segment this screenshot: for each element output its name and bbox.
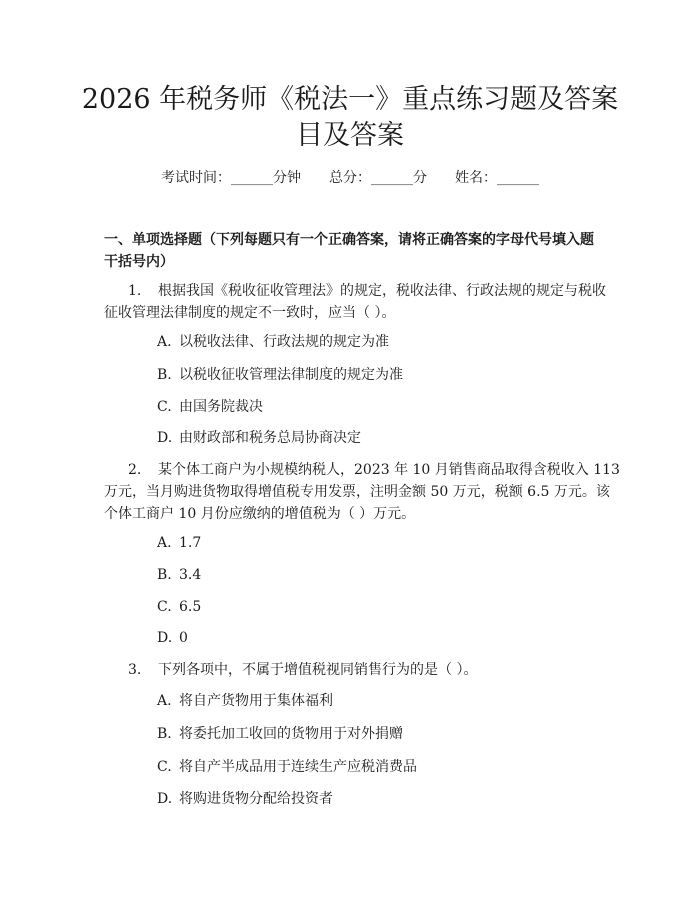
option-letter: C. <box>157 759 172 775</box>
name-field: 姓名：______ <box>455 170 539 186</box>
question-2-number: 2. <box>128 462 142 478</box>
question-3-option-a <box>157 690 333 712</box>
question-2-text-3: 个体工商户 10 月份应缴纳的增值税为（ ）万元。 <box>104 506 416 522</box>
question-2-option-a <box>157 532 201 554</box>
question-2-line-1 <box>128 459 620 481</box>
option-letter: D. <box>157 430 173 446</box>
question-3-number: 3. <box>128 662 142 678</box>
question-3-line-1 <box>128 659 477 681</box>
document-title-line-1: 2026 年税务师《税法一》重点练习题及答案 <box>81 84 619 115</box>
question-1-option-a <box>157 331 389 353</box>
total-score-field: 总分：______分 <box>329 170 427 186</box>
question-1-option-c <box>157 396 263 418</box>
option-text: 由财政部和税务总局协商决定 <box>179 430 361 446</box>
question-1-option-b <box>157 364 403 386</box>
option-letter: B. <box>157 367 172 383</box>
option-text: 6.5 <box>179 599 202 615</box>
option-letter: C. <box>157 599 172 615</box>
question-3-option-b <box>157 723 403 745</box>
section-heading-line-2: 干括号内） <box>104 254 174 270</box>
option-letter: A. <box>157 693 172 709</box>
question-2-text-1: 某个体工商户为小规模纳税人，2023 年 10 月销售商品取得含税收入 113 <box>158 462 620 478</box>
option-letter: B. <box>157 726 172 742</box>
question-1-line-1 <box>128 280 606 302</box>
option-text: 1.7 <box>179 535 202 551</box>
option-letter: A. <box>157 334 172 350</box>
option-letter: D. <box>157 630 173 646</box>
question-2-option-d <box>157 627 188 649</box>
option-letter: C. <box>157 399 172 415</box>
option-text: 0 <box>179 630 188 646</box>
option-text: 以税收法律、行政法规的规定为准 <box>179 334 389 350</box>
question-1-text-1: 根据我国《税收征收管理法》的规定，税收法律、行政法规的规定与税收 <box>158 283 606 299</box>
option-text: 将购进货物分配给投资者 <box>179 791 333 807</box>
option-text: 由国务院裁决 <box>179 399 263 415</box>
option-letter: D. <box>157 791 173 807</box>
question-2-text-2: 万元，当月购进货物取得增值税专用发票，注明金额 50 万元，税额 6.5 万元。该 <box>104 484 610 500</box>
exam-time-field: 考试时间：______分钟 <box>161 170 301 186</box>
question-1-option-d <box>157 427 361 449</box>
option-text: 以税收征收管理法律制度的规定为准 <box>179 367 403 383</box>
question-3-option-d <box>157 788 333 810</box>
question-1-number: 1. <box>128 283 142 299</box>
question-1-text-2: 征收管理法律制度的规定不一致时，应当（ ）。 <box>104 305 396 321</box>
option-text: 3.4 <box>179 567 202 583</box>
option-text: 将自产半成品用于连续生产应税消费品 <box>179 759 417 775</box>
document-title-line-2: 目及答案 <box>296 120 404 151</box>
question-3-option-c <box>157 756 417 778</box>
option-letter: A. <box>157 535 172 551</box>
option-letter: B. <box>157 567 172 583</box>
question-2-option-b <box>157 564 201 586</box>
exam-info-row <box>0 168 700 188</box>
question-3-text-1: 下列各项中，不属于增值税视同销售行为的是（ ）。 <box>158 662 478 678</box>
option-text: 将自产货物用于集体福利 <box>179 693 333 709</box>
question-2-option-c <box>157 596 201 618</box>
option-text: 将委托加工收回的货物用于对外捐赠 <box>179 726 403 742</box>
section-heading-line-1: 一、单项选择题（下列每题只有一个正确答案，请将正确答案的字母代号填入题 <box>104 232 594 248</box>
